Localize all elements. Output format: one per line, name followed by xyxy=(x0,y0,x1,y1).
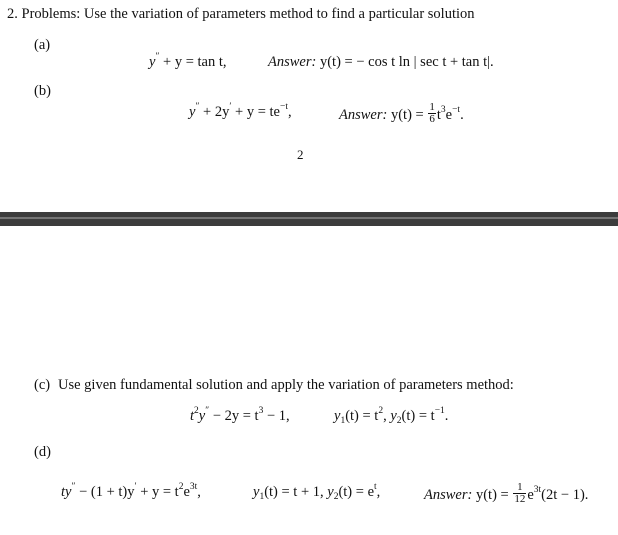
part-a-label: (a) xyxy=(34,37,51,53)
fraction-one-sixth: $\frac{1}{6}$ xyxy=(429,101,435,125)
part-c-label: (c) xyxy=(34,377,51,393)
part-a-answer: Answer: y(t) = − cos t ln | sec t + tan t|. xyxy=(268,54,494,70)
part-c-solutions: $y_1(t) = t^2$, $y_2(t) = t^{-1}$. xyxy=(334,406,449,426)
answer-label: Answer: xyxy=(339,106,388,123)
part-d-label: (d) xyxy=(34,444,51,460)
part-b-answer: Answer: y(t) = $\frac{1}{6}$ $t^3e^{-t}$. xyxy=(339,101,464,125)
page-number: 2 xyxy=(297,147,304,162)
fraction-one-twelfth: $\frac{1}{12}$ xyxy=(514,481,526,505)
part-c-intro: Use given fundamental solution and apply the variation of parameters method: xyxy=(58,377,514,393)
answer-label: Answer: xyxy=(268,54,317,70)
problem-header: 2. Problems: Use the variation of parameters method to find a particular solution xyxy=(7,6,475,22)
part-d-answer: Answer: y(t) = $\frac{1}{12}$ $e^{3t}(2t - 1)$. xyxy=(424,481,589,505)
part-b-equation: $y'' + 2y' + y = te^{-t}$, xyxy=(189,102,292,120)
page-break-divider xyxy=(0,212,618,226)
part-b-label: (b) xyxy=(34,83,51,99)
answer-label: Answer: xyxy=(424,486,473,503)
part-a-equation: y″ + y = tan t, xyxy=(149,52,227,70)
part-d-solutions: $y_1(t) = t + 1$, $y_2(t) = e^t$, xyxy=(253,482,381,502)
part-d-equation: $ty'' - (1 + t)y' + y = t^2e^{3t}$, xyxy=(61,482,201,500)
part-c-equation: $t^2y'' - 2y = t^3 - 1$, xyxy=(190,406,290,424)
